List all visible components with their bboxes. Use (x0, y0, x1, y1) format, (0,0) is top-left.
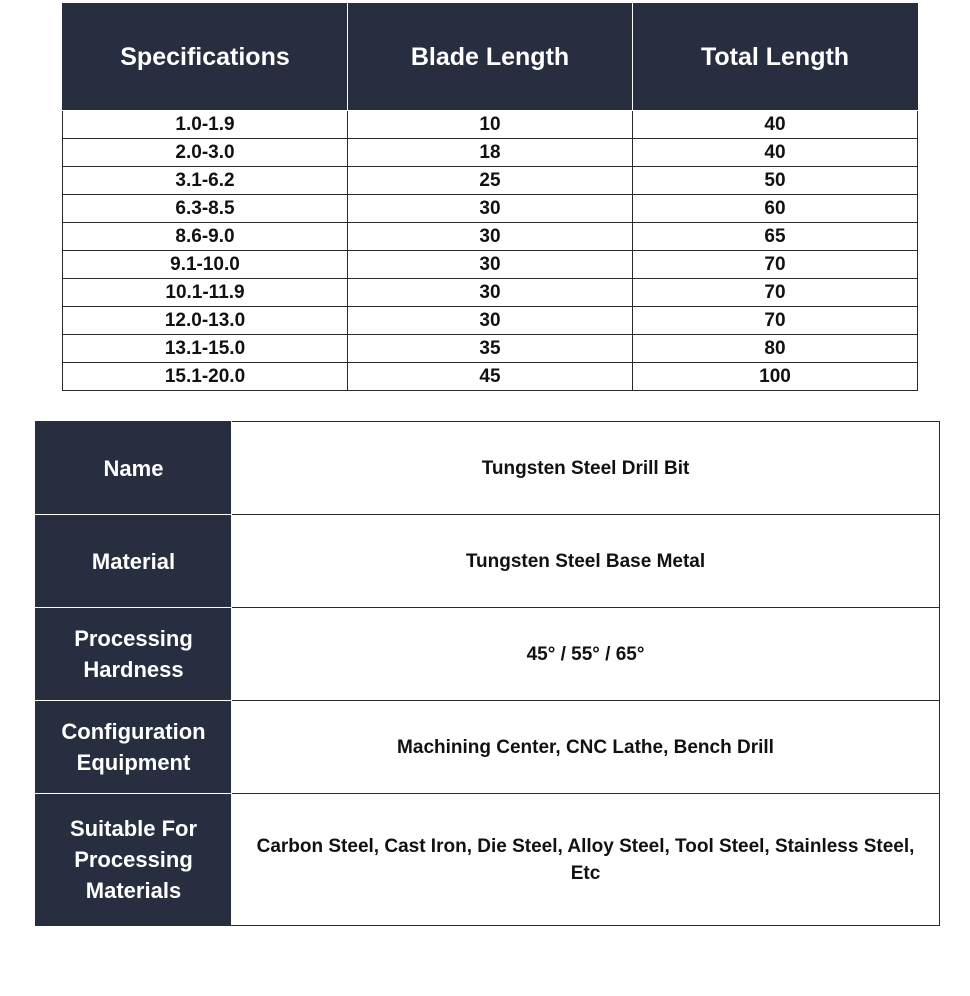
total-length-cell: 50 (633, 167, 918, 195)
info-row-hardness (36, 608, 940, 701)
info-value-equipment: Machining Center, CNC Lathe, Bench Drill (232, 701, 940, 794)
blade-length-cell: 25 (348, 167, 633, 195)
info-label-equipment: Configuration Equipment (36, 701, 232, 794)
info-value-material: Tungsten Steel Base Metal (232, 515, 940, 608)
table-row (63, 251, 918, 279)
product-info-table (35, 421, 940, 926)
size-table-header-row (63, 4, 918, 111)
spec-cell: 2.0-3.0 (63, 139, 348, 167)
blade-length-cell: 45 (348, 363, 633, 391)
spec-cell: 8.6-9.0 (63, 223, 348, 251)
spec-cell: 13.1-15.0 (63, 335, 348, 363)
spec-cell: 3.1-6.2 (63, 167, 348, 195)
total-length-cell: 65 (633, 223, 918, 251)
size-table (62, 3, 918, 391)
total-length-cell: 80 (633, 335, 918, 363)
info-row-name (36, 422, 940, 515)
table-row (63, 111, 918, 139)
info-label-name: Name (36, 422, 232, 515)
spec-cell: 6.3-8.5 (63, 195, 348, 223)
info-value-hardness: 45° / 55° / 65° (232, 608, 940, 701)
info-label-materials: Suitable For Processing Materials (36, 794, 232, 926)
blade-length-cell: 10 (348, 111, 633, 139)
blade-length-cell: 35 (348, 335, 633, 363)
header-total-length: Total Length (633, 4, 918, 111)
total-length-cell: 70 (633, 279, 918, 307)
info-row-materials (36, 794, 940, 926)
info-value-name: Tungsten Steel Drill Bit (232, 422, 940, 515)
blade-length-cell: 30 (348, 223, 633, 251)
spec-cell: 1.0-1.9 (63, 111, 348, 139)
spec-cell: 15.1-20.0 (63, 363, 348, 391)
info-row-material (36, 515, 940, 608)
info-value-materials: Carbon Steel, Cast Iron, Die Steel, Alloy Steel, Tool Steel, Stainless Steel, Etc (232, 794, 940, 926)
total-length-cell: 70 (633, 307, 918, 335)
blade-length-cell: 30 (348, 307, 633, 335)
total-length-cell: 60 (633, 195, 918, 223)
header-blade-length: Blade Length (348, 4, 633, 111)
spec-cell: 12.0-13.0 (63, 307, 348, 335)
info-row-equipment (36, 701, 940, 794)
table-row (63, 335, 918, 363)
blade-length-cell: 30 (348, 279, 633, 307)
blade-length-cell: 30 (348, 251, 633, 279)
table-row (63, 167, 918, 195)
total-length-cell: 100 (633, 363, 918, 391)
info-label-hardness: Processing Hardness (36, 608, 232, 701)
header-specifications: Specifications (63, 4, 348, 111)
total-length-cell: 70 (633, 251, 918, 279)
blade-length-cell: 18 (348, 139, 633, 167)
table-row (63, 223, 918, 251)
spec-cell: 9.1-10.0 (63, 251, 348, 279)
spec-cell: 10.1-11.9 (63, 279, 348, 307)
info-label-material: Material (36, 515, 232, 608)
table-row (63, 363, 918, 391)
table-row (63, 139, 918, 167)
blade-length-cell: 30 (348, 195, 633, 223)
table-row (63, 195, 918, 223)
total-length-cell: 40 (633, 139, 918, 167)
table-row (63, 279, 918, 307)
table-row (63, 307, 918, 335)
total-length-cell: 40 (633, 111, 918, 139)
